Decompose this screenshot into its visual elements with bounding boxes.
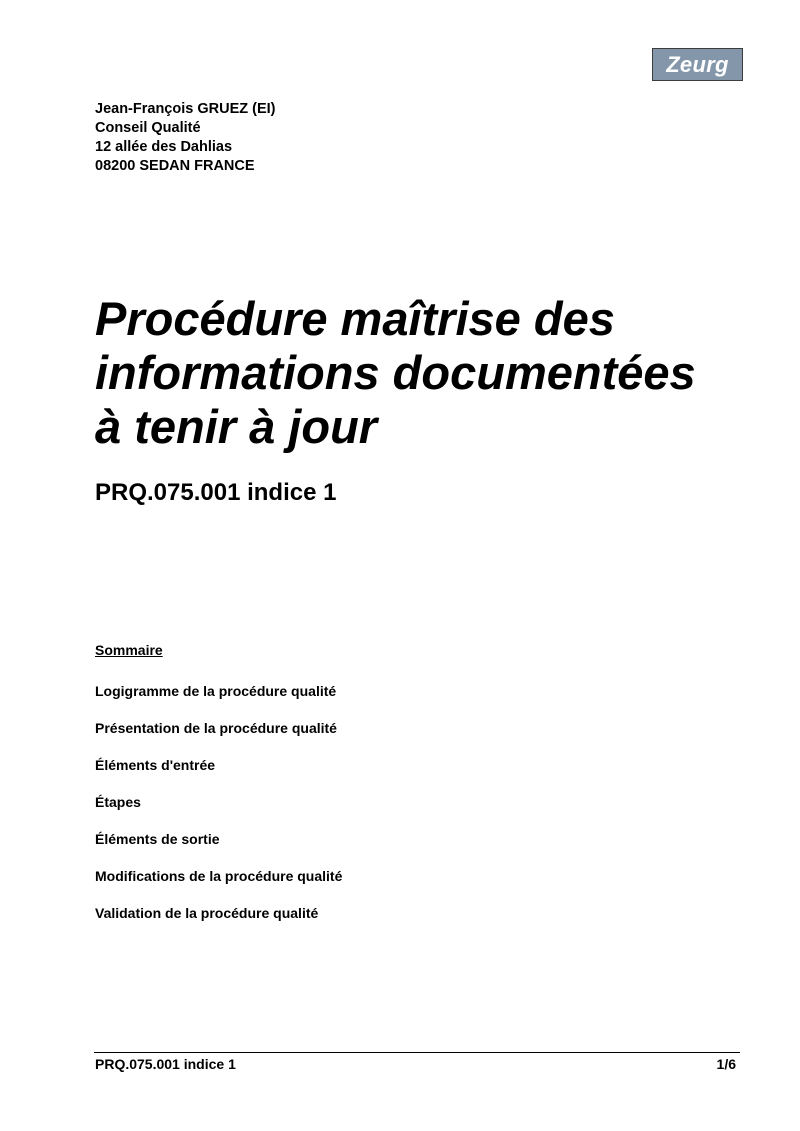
document-reference: PRQ.075.001 indice 1: [95, 479, 337, 506]
toc-heading: Sommaire: [95, 642, 163, 658]
footer-reference: PRQ.075.001 indice 1: [95, 1056, 236, 1072]
toc-item: Éléments de sortie: [95, 831, 220, 847]
sender-street: 12 allée des Dahlias: [95, 139, 233, 155]
sender-city: 08200 SEDAN FRANCE: [95, 158, 255, 174]
toc-item: Logigramme de la procédure qualité: [95, 683, 337, 699]
document-title-line: à tenir à jour: [95, 400, 378, 453]
toc-item: Modifications de la procédure qualité: [95, 868, 343, 884]
toc-item: Étapes: [95, 794, 141, 810]
toc-item: Validation de la procédure qualité: [95, 905, 319, 921]
sender-company: Conseil Qualité: [95, 120, 201, 136]
company-logo: [652, 48, 743, 81]
document-title-line: informations documentées: [95, 346, 696, 399]
toc-item: Présentation de la procédure qualité: [95, 720, 337, 736]
document-title: [95, 292, 785, 454]
toc-item: Éléments d'entrée: [95, 757, 216, 773]
document-title-line: Procédure maîtrise des: [95, 292, 615, 345]
sender-name: Jean-François GRUEZ (EI): [95, 101, 276, 117]
footer-divider: [94, 1052, 740, 1053]
logo-text: Zeurg: [666, 51, 729, 77]
page-number: 1/6: [716, 1056, 736, 1072]
table-of-contents: [95, 682, 342, 941]
sender-address-block: [95, 100, 275, 176]
